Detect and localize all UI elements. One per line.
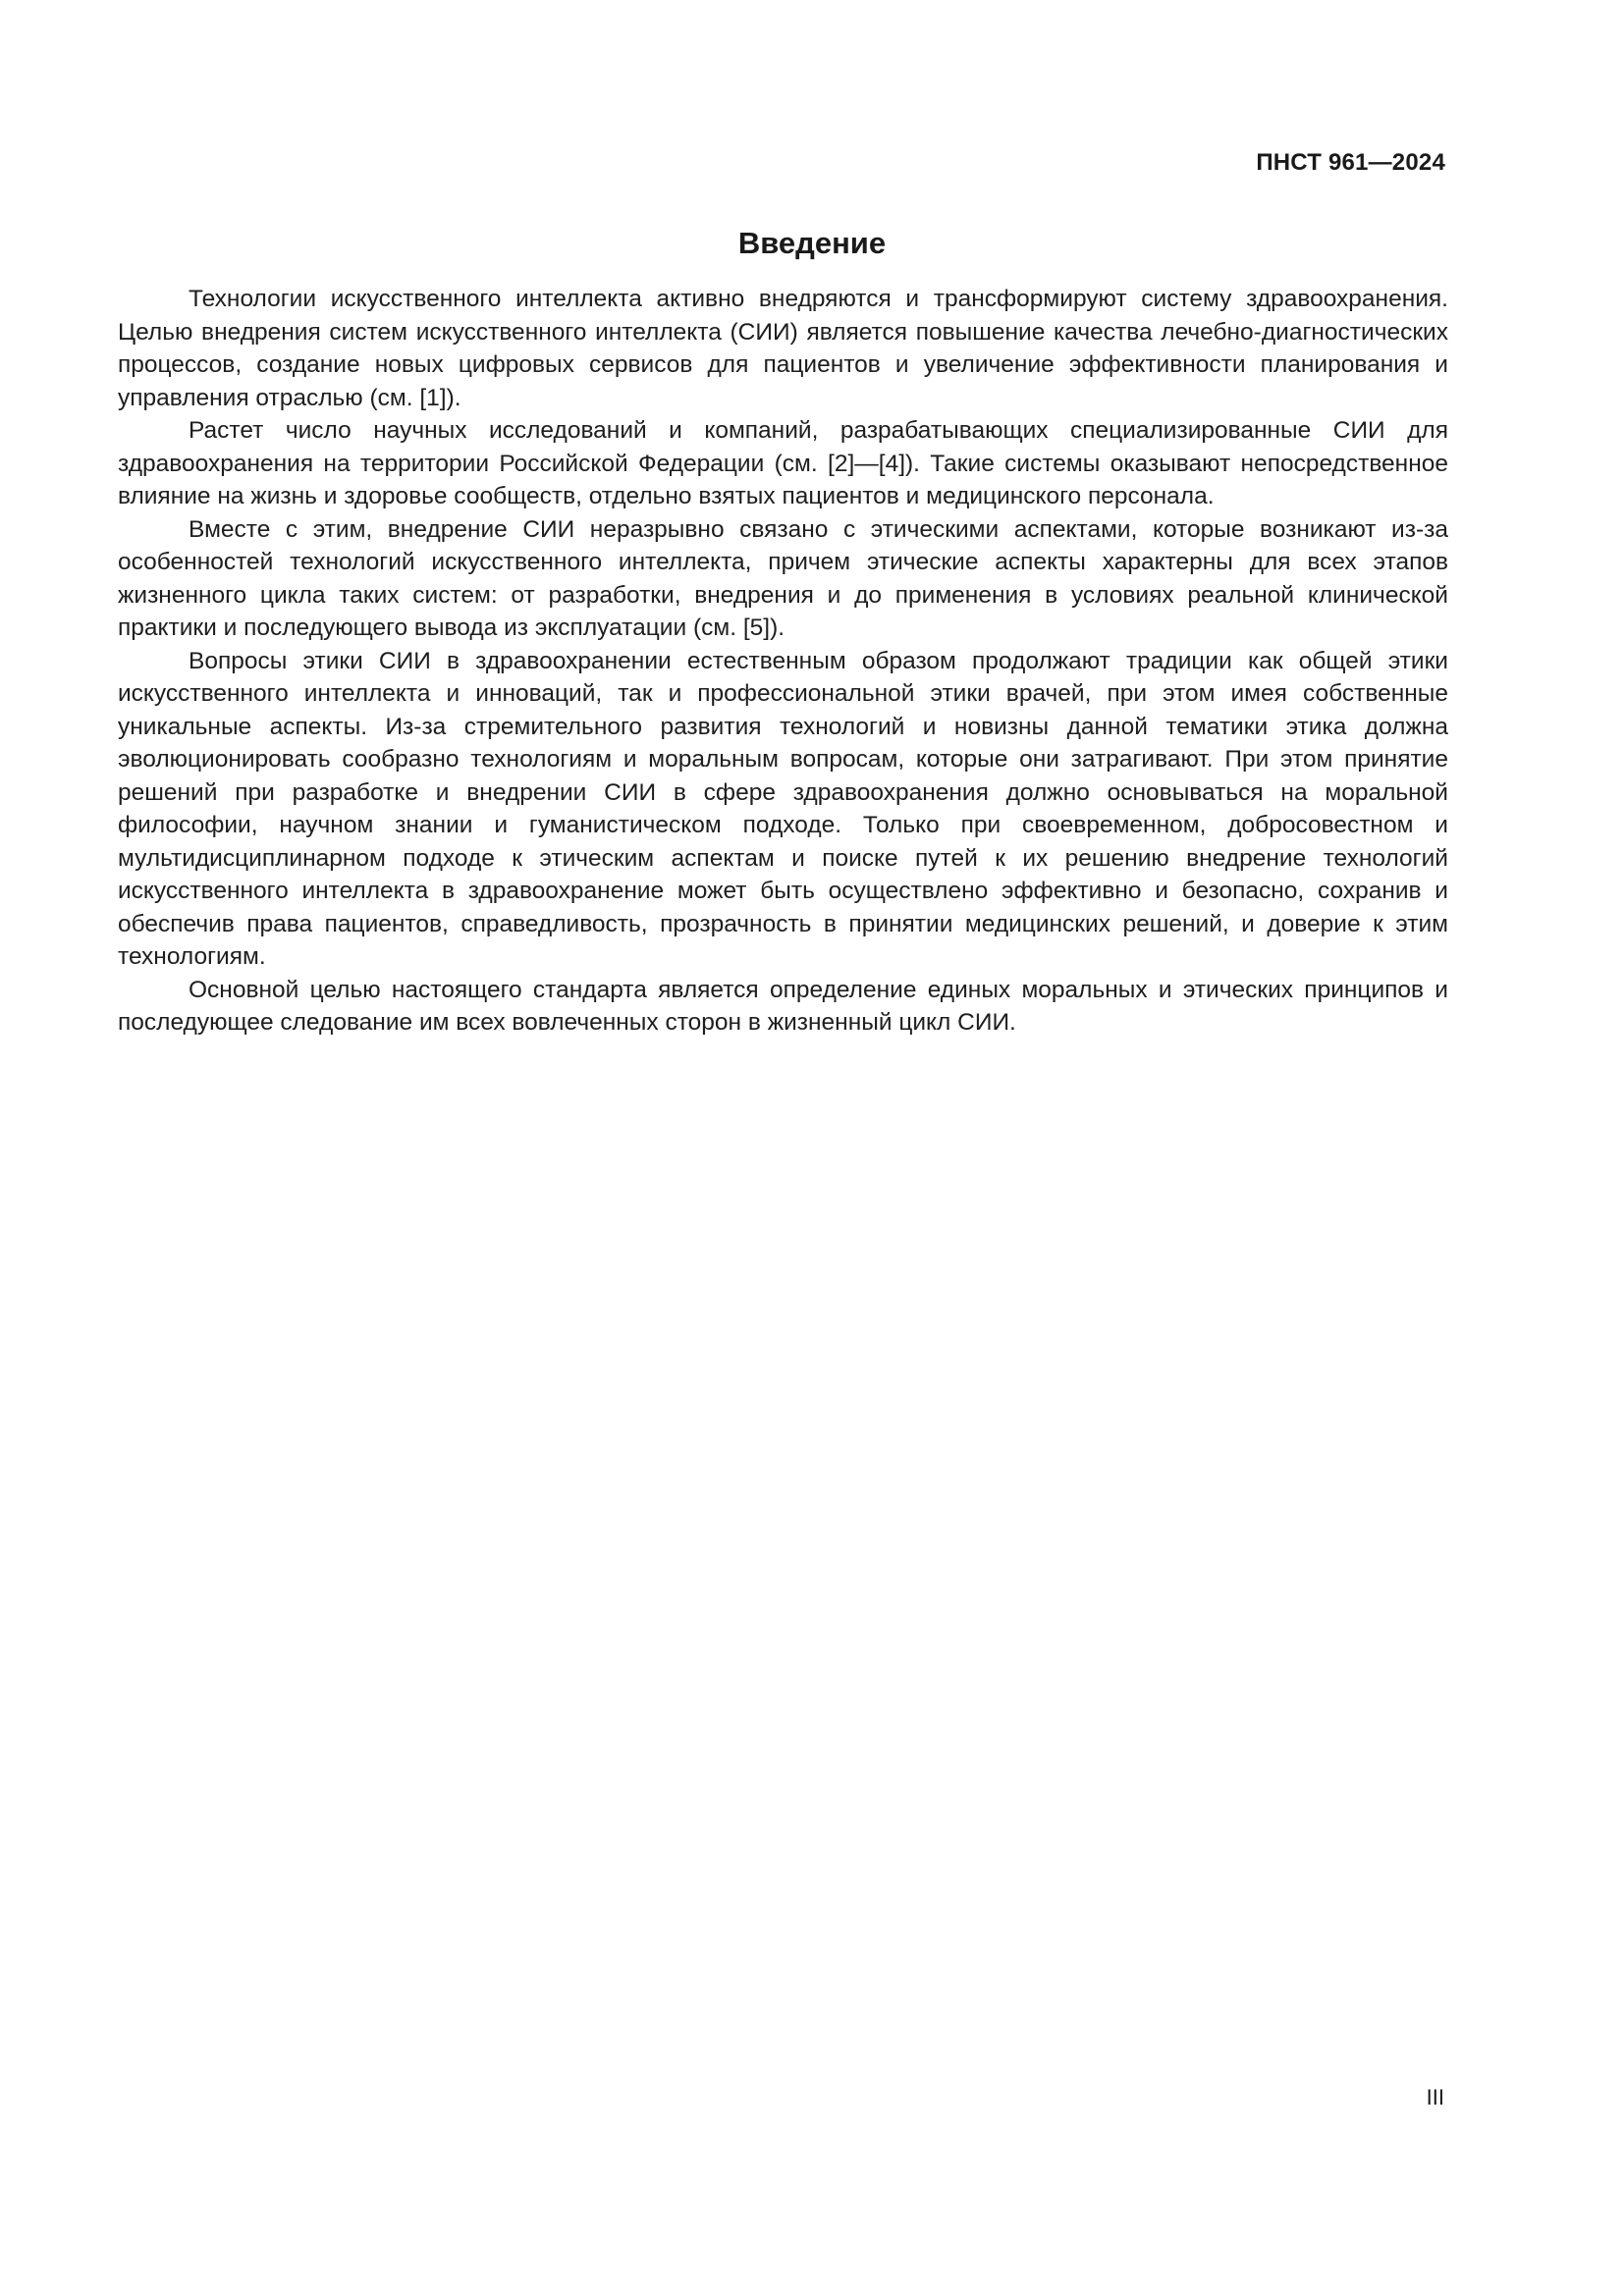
paragraph: Технологии искусственного интеллекта активно внедряются и трансформируют систему здравоохранения. Целью внедрения систем искусственного интеллекта (СИИ) является повышение качества лечебно-диагностических процессов, создание новых цифровых сервисов для пациентов и увеличение эффективности планирования и управления отраслью (см. [1]). — [118, 286, 1448, 411]
document-code: ПНСТ 961—2024 — [1256, 149, 1445, 176]
introduction-body — [118, 283, 1448, 1040]
paragraph: Вместе с этим, внедрение СИИ неразрывно связано с этическими аспектами, которые возникают из-за особенностей технологий искусственного интеллекта, причем этические аспекты характерны для всех этапов жизненного цикла таких систем: от разработки, внедрения и до применения в условиях реальной клинической практики и последующего вывода из эксплуатации (см. [5]). — [118, 515, 1448, 641]
section-title: Введение — [737, 226, 887, 260]
paragraph: Основной целью настоящего стандарта является определение единых моральных и этических принципов и последующее следование им всех вовлеченных сторон в жизненный цикл СИИ. — [118, 976, 1448, 1036]
paragraph: Растет число научных исследований и компаний, разрабатывающих специализированные СИИ для здравоохранения на территории Российской Федерации (см. [2]—[4]). Такие системы оказывают непосредственное влияние на жизнь и здоровье сообществ, отдельно взятых пациентов и медицинского персонала. — [118, 417, 1448, 509]
page-number: III — [1426, 2085, 1444, 2109]
paragraph: Вопросы этики СИИ в здравоохранении естественным образом продолжают традиции как общей этики искусственного интеллекта и инноваций, так и профессиональной этики врачей, при этом имея собственные уникальные аспекты. Из-за стремительного развития технологий и новизны данной тематики этика должна эволюционировать сообразно технологиям и моральным вопросам, которые они затрагивают. При этом принятие решений при разработке и внедрении СИИ в сфере здравоохранения должно основываться на моральной философии, научном знании и гуманистическом подходе. Только при своевременном, добросовестном и мультидисциплинарном подходе к этическим аспектам и поиске путей к их решению внедрение технологий искусственного интеллекта в здравоохранение может быть осуществлено эффективно и безопасно, сохранив и обеспечив права пациентов, справедливость, прозрачность в принятии медицинских решений, и доверие к этим технологиям. — [118, 647, 1448, 970]
